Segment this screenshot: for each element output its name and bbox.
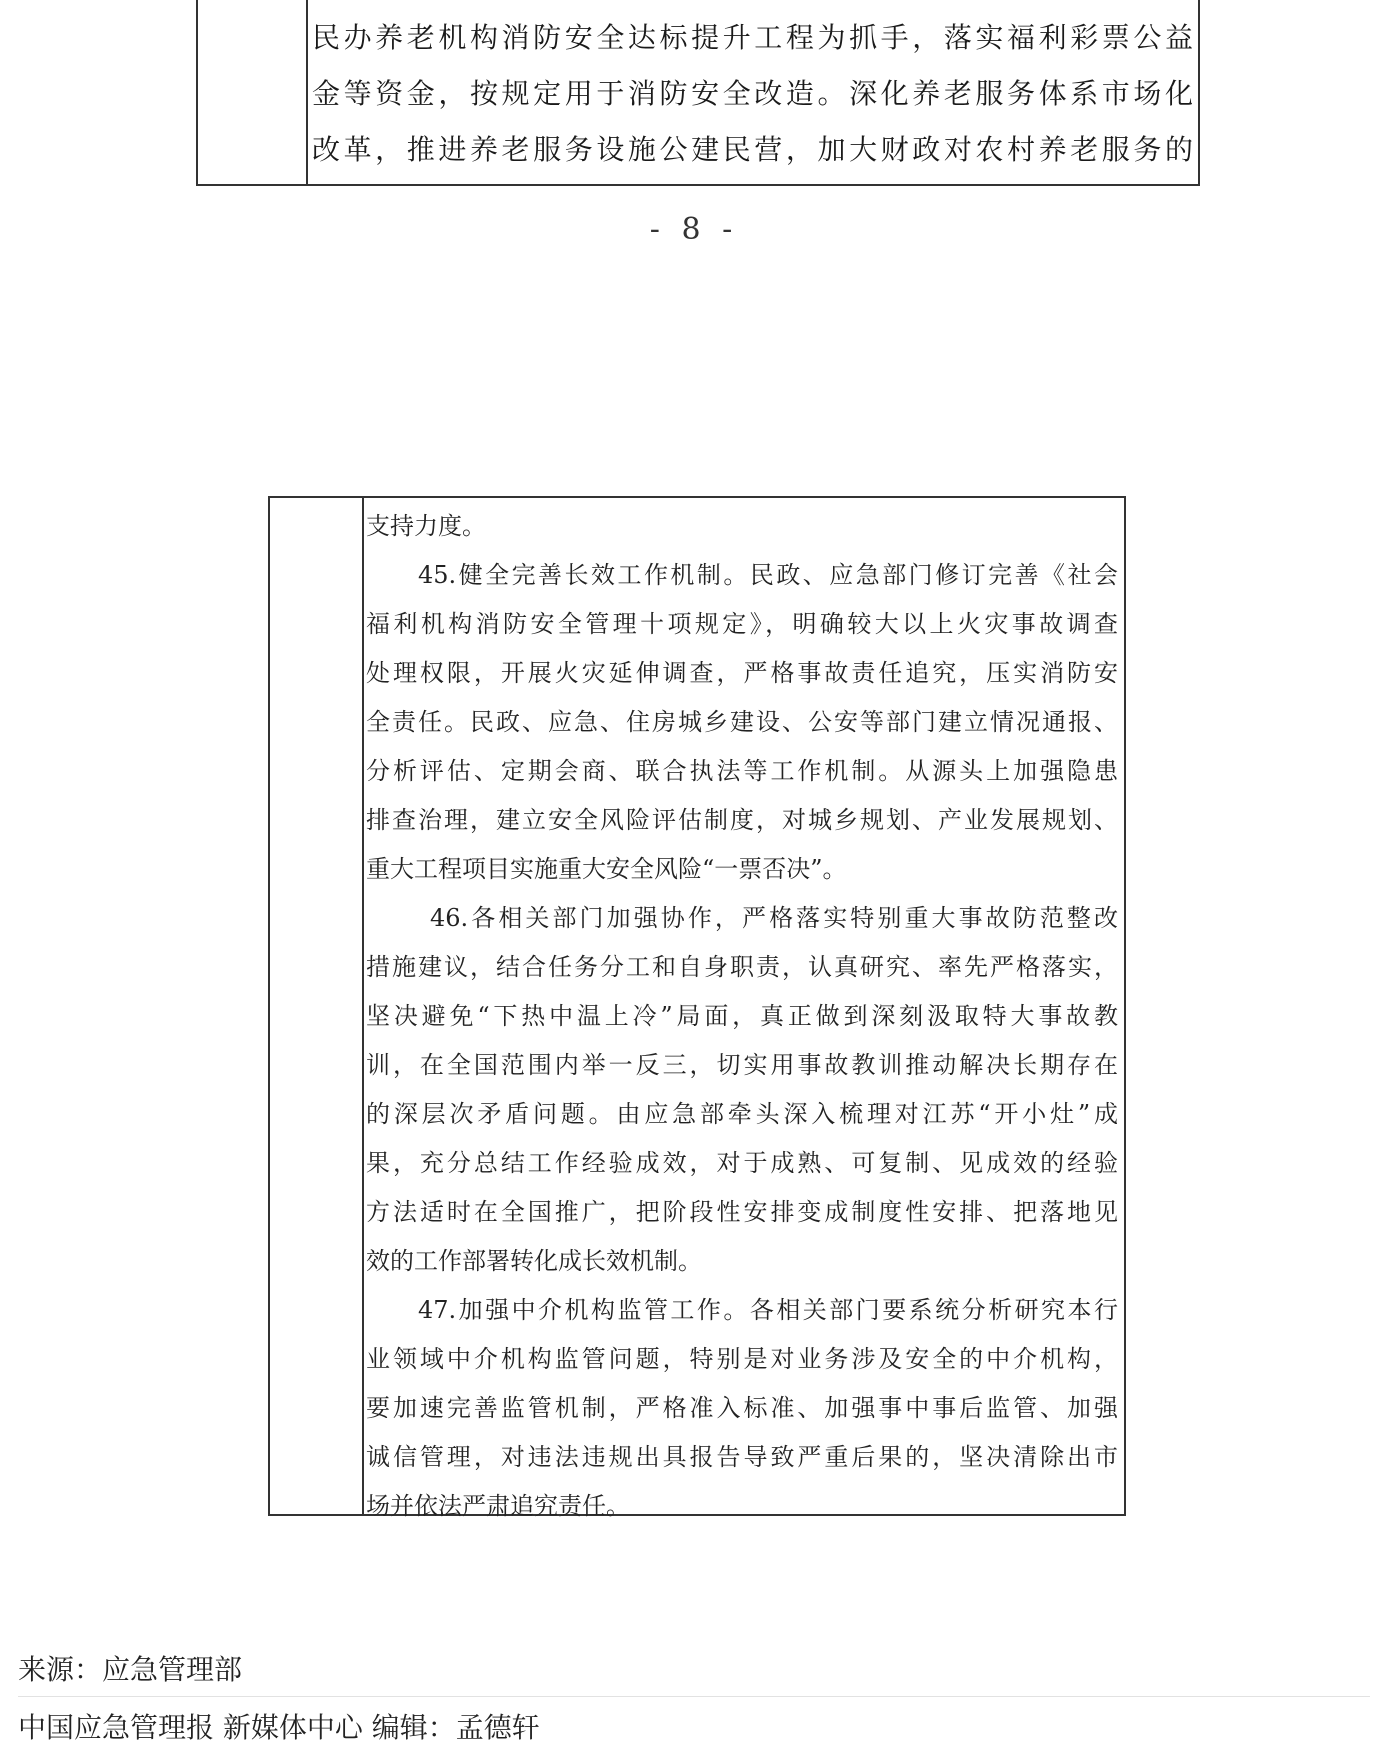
text-line: 的深层次矛盾问题。由应急部牵头深入梳理对江苏“开小灶”成	[366, 1100, 1118, 1128]
text-line: 效的工作部署转化成长效机制。	[366, 1247, 702, 1275]
text-line: 支持力度。	[366, 512, 486, 540]
text-line: 方法适时在全国推广，把阶段性安排变成制度性安排、把落地见	[366, 1198, 1118, 1226]
text-line: 果，充分总结工作经验成效，对于成熟、可复制、见成效的经验	[366, 1149, 1118, 1177]
document-table-main	[268, 496, 1126, 1520]
article-credit: 中国应急管理报 新媒体中心 编辑：孟德轩	[18, 1711, 540, 1744]
text-line: 民办养老机构消防安全达标提升工程为抓手，落实福利彩票公益	[312, 21, 1194, 54]
table-text-main	[366, 502, 1118, 1531]
article-source: 来源：应急管理部	[18, 1653, 243, 1686]
text-line: 坚决避免“下热中温上冷”局面，真正做到深刻汲取特大事故教	[366, 1002, 1118, 1030]
footer-divider	[18, 1696, 1370, 1697]
table-text-top	[312, 0, 1194, 184]
text-line: 分析评估、定期会商、联合执法等工作机制。从源头上加强隐患	[366, 757, 1118, 785]
item-47-heading-line: 47.加强中介机构监管工作。各相关部门要系统分析研究本行	[418, 1296, 1118, 1324]
text-line: 业领域中介机构监管问题，特别是对业务涉及安全的中介机构，	[366, 1345, 1118, 1373]
page-number: - 8 -	[649, 212, 739, 247]
text-line: 排查治理，建立安全风险评估制度，对城乡规划、产业发展规划、	[366, 806, 1118, 834]
item-45-heading-line: 45.健全完善长效工作机制。民政、应急部门修订完善《社会	[418, 561, 1118, 589]
table-column-divider	[362, 498, 364, 1514]
text-line: 措施建议，结合任务分工和自身职责，认真研究、率先严格落实，	[366, 953, 1118, 981]
text-line: 诚信管理，对违法违规出具报告导致严重后果的，坚决清除出市	[366, 1443, 1118, 1471]
table-column-divider	[306, 0, 308, 184]
text-line: 训，在全国范围内举一反三，切实用事故教训推动解决长期存在	[366, 1051, 1118, 1079]
document-table-top	[196, 0, 1200, 186]
text-line: 全责任。民政、应急、住房城乡建设、公安等部门建立情况通报、	[366, 708, 1118, 736]
text-line: 场并依法严肃追究责任。	[366, 1492, 630, 1520]
text-line: 金等资金，按规定用于消防安全改造。深化养老服务体系市场化	[312, 77, 1194, 110]
text-line: 福利机构消防安全管理十项规定》，明确较大以上火灾事故调查	[366, 610, 1118, 638]
item-46-heading-line: 46.各相关部门加强协作，严格落实特别重大事故防范整改	[430, 904, 1118, 932]
text-line: 要加速完善监管机制，严格准入标准、加强事中事后监管、加强	[366, 1394, 1118, 1422]
clipped-line	[312, 0, 1194, 10]
text-line: 改革，推进养老服务设施公建民营，加大财政对农村养老服务的	[312, 133, 1194, 166]
text-line: 重大工程项目实施重大安全风险“一票否决”。	[366, 855, 847, 883]
text-line: 处理权限，开展火灾延伸调查，严格事故责任追究，压实消防安	[366, 659, 1118, 687]
